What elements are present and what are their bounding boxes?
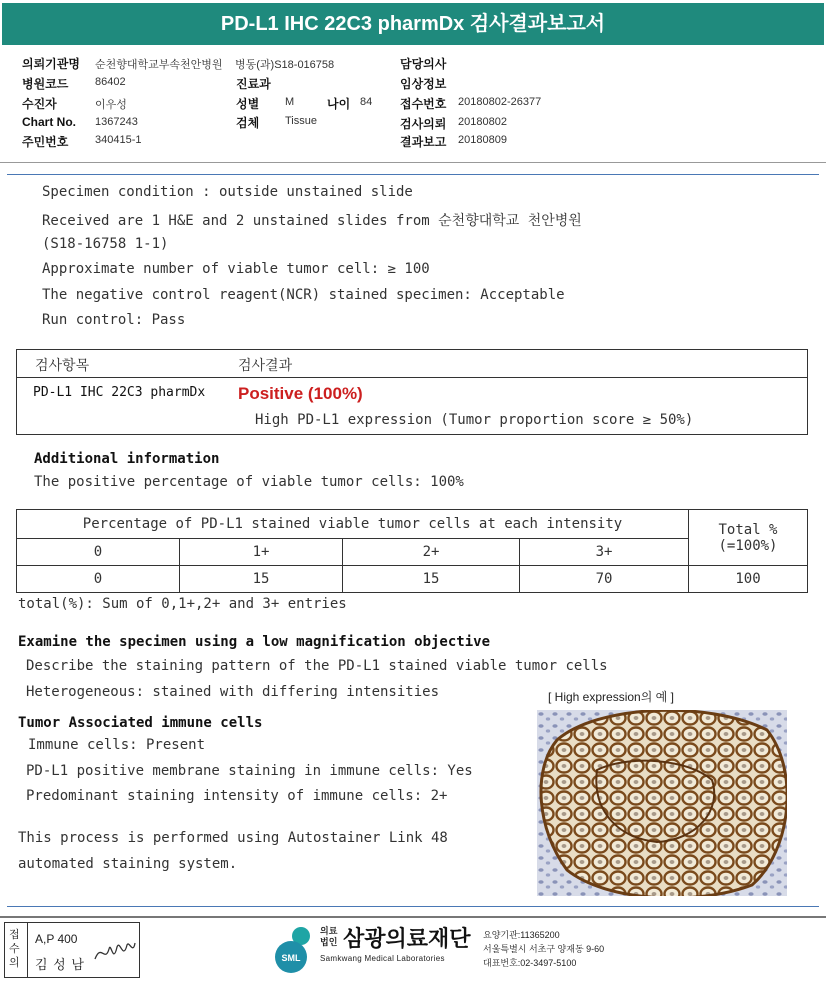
org-contact-2: 서울특별시 서초구 양재동 9-60 — [483, 944, 605, 954]
age-label: 나이 — [327, 97, 351, 111]
report-date-value: 20180809 — [458, 134, 507, 146]
immune-heading: Tumor Associated immune cells — [18, 715, 263, 731]
image-caption: [ High expression의 예 ] — [548, 690, 674, 704]
viable-tumor-cells: Approximate number of viable tumor cell: ≥ 100 — [42, 261, 430, 277]
examine-line1: Describe the staining pattern of the PD-L1 stained viable tumor cells — [26, 658, 608, 674]
intensity-value-3plus: 70 — [520, 566, 689, 593]
institution-value: 순천향대학교부속천안병원 — [95, 59, 223, 71]
stamp-name: 김 성 남 — [35, 957, 85, 972]
immune-line3: Predominant staining intensity of immune cells: 2+ — [26, 788, 448, 804]
ihc-micrograph-image — [537, 710, 787, 896]
institution-label: 의뢰기관명 — [22, 57, 80, 71]
request-date-value: 20180802 — [458, 116, 507, 128]
logo-prefix-top: 의료 — [320, 926, 338, 936]
svg-text:SML: SML — [281, 953, 301, 963]
additional-heading: Additional information — [34, 451, 220, 467]
clinical-info-label: 임상정보 — [400, 77, 447, 91]
specimen-value: Tissue — [285, 115, 317, 127]
intensity-total-value: 100 — [689, 566, 808, 593]
receipt-no-label: 접수번호 — [400, 97, 447, 111]
request-date-label: 검사의뢰 — [400, 117, 447, 131]
intensity-value-1plus: 15 — [180, 566, 343, 593]
intensity-value-2plus: 15 — [343, 566, 520, 593]
stamp-code: A,P 400 — [35, 932, 78, 946]
header-divider — [0, 162, 826, 163]
total-header-line1: Total % — [718, 521, 778, 538]
intensity-label-3plus: 3+ — [520, 539, 689, 566]
report-date-label: 결과보고 — [400, 135, 447, 149]
footer-divider — [0, 916, 826, 918]
org-name: 삼광의료재단 — [343, 926, 471, 951]
micrograph-svg — [537, 710, 787, 896]
clinic-label: 진료과 — [236, 77, 271, 91]
resident-no-label: 주민번호 — [22, 135, 69, 149]
result-interpretation: High PD-L1 expression (Tumor proportion score ≥ 50%) — [255, 412, 694, 428]
hospital-code-label: 병원코드 — [22, 77, 69, 91]
dept-value: 병동(과)S18-016758 — [235, 59, 335, 71]
intensity-label-0: 0 — [17, 539, 180, 566]
examine-heading: Examine the specimen using a low magnification objective — [18, 634, 491, 650]
chart-no-label: Chart No. — [22, 115, 76, 129]
stamp-divider — [27, 923, 28, 977]
result-table-divider — [17, 377, 807, 378]
additional-text: The positive percentage of viable tumor cells: 100% — [34, 474, 464, 490]
org-contact-3: 대표번호:02-3497-5100 — [483, 958, 577, 968]
intensity-table — [16, 509, 808, 593]
test-result-header: 검사결과 — [238, 358, 293, 374]
sml-logo-icon — [271, 924, 319, 974]
body-top-rule — [7, 174, 819, 175]
total-header — [689, 510, 808, 566]
examine-line2: Heterogeneous: stained with differing intensities — [26, 684, 440, 700]
test-result-value: Positive (100%) — [238, 384, 363, 403]
run-control: Run control: Pass — [42, 312, 186, 328]
specimen-label: 검체 — [236, 116, 260, 130]
stamp-label: 접수의 — [9, 929, 20, 969]
intensity-label-2plus: 2+ — [343, 539, 520, 566]
result-table — [16, 349, 808, 435]
logo-prefix-bottom: 법인 — [320, 937, 338, 947]
age-value: 84 — [360, 96, 373, 108]
process-note-line2: automated staining system. — [18, 856, 238, 872]
immune-line2: PD-L1 positive membrane staining in immune cells: Yes — [26, 763, 473, 779]
report-title: PD-L1 IHC 22C3 pharmDx 검사결과보고서 — [2, 3, 824, 45]
total-note: total(%): Sum of 0,1+,2+ and 3+ entries — [18, 596, 347, 612]
doctor-label: 담당의사 — [400, 57, 447, 71]
body-bottom-rule — [7, 906, 819, 907]
signature-image — [93, 937, 137, 967]
specimen-condition: Specimen condition : outside unstained slide — [42, 184, 413, 200]
hospital-code-value: 86402 — [95, 76, 126, 88]
process-note-line1: This process is performed using Autostainer Link 48 — [18, 830, 448, 846]
total-header-line2: (=100%) — [718, 537, 778, 554]
org-name-en: Samkwang Medical Laboratories — [320, 954, 445, 963]
test-item-header: 검사항목 — [35, 358, 90, 374]
patient-value: 이우성 — [95, 99, 127, 111]
intensity-table-header: Percentage of PD-L1 stained viable tumor cells at each intensity — [17, 510, 689, 539]
receipt-no-value: 20180802-26377 — [458, 96, 542, 108]
intensity-label-1plus: 1+ — [180, 539, 343, 566]
sex-label: 성별 — [236, 97, 260, 111]
ncr-status: The negative control reagent(NCR) stained specimen: Acceptable — [42, 287, 565, 303]
chart-no-value: 1367243 — [95, 116, 138, 128]
immune-line1: Immune cells: Present — [28, 737, 206, 753]
sex-value: M — [285, 96, 295, 108]
received-slides: Received are 1 H&E and 2 unstained slides from 순천향대학교 천안병원 — [42, 213, 582, 229]
test-item-name: PD-L1 IHC 22C3 pharmDx — [33, 385, 206, 400]
patient-label: 수진자 — [22, 97, 57, 111]
resident-no-value: 340415-1 — [95, 134, 142, 146]
intensity-value-0: 0 — [17, 566, 180, 593]
org-contact-1: 요양기관:11365200 — [483, 930, 560, 940]
specimen-id: (S18-16758 1-1) — [42, 236, 169, 252]
receipt-stamp — [4, 922, 140, 978]
